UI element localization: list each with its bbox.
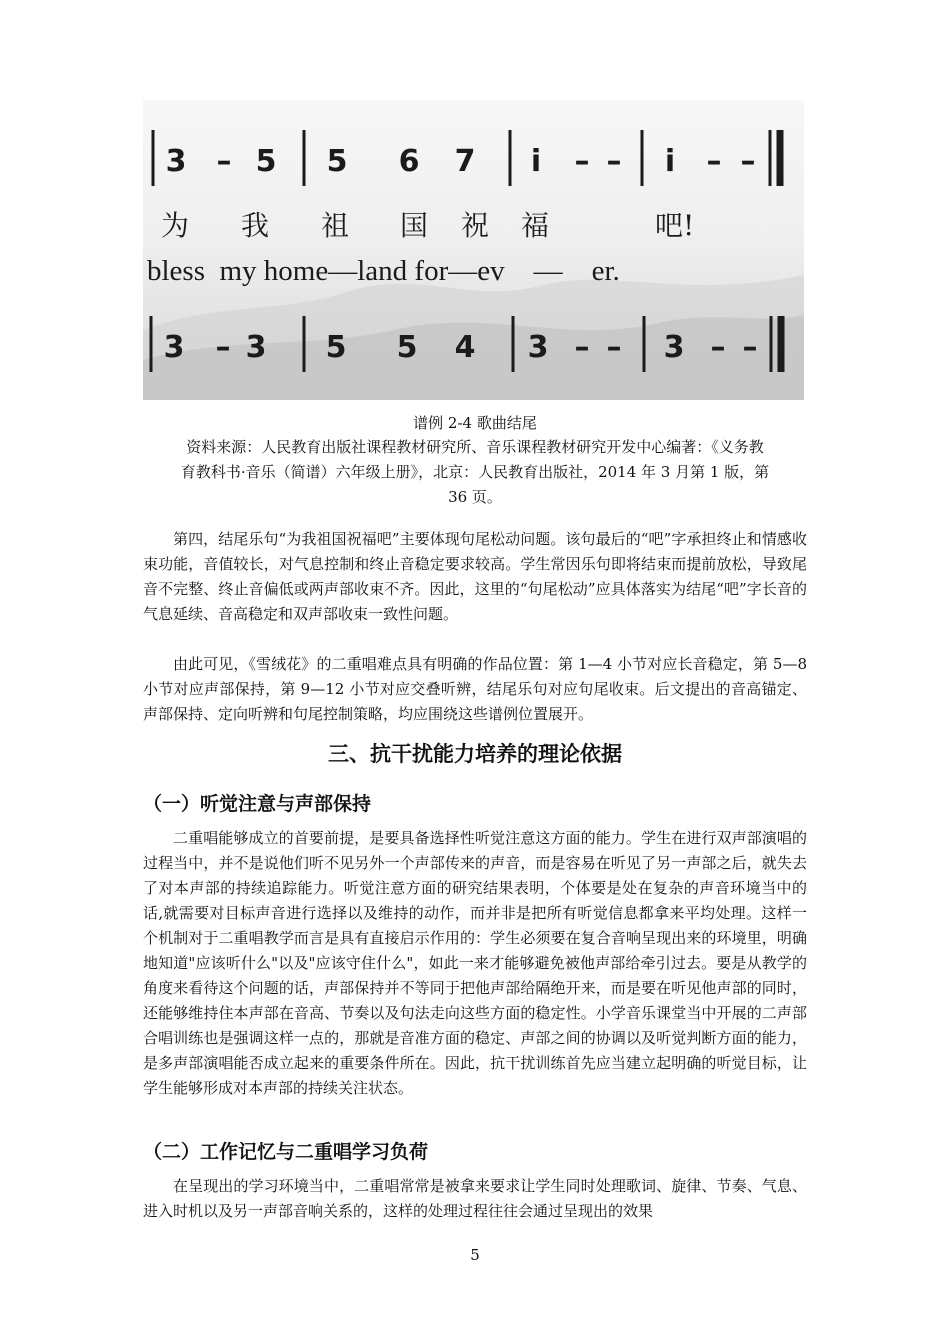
subsection-heading-1: （一）听觉注意与声部保持 bbox=[143, 793, 372, 815]
subsection-heading-2: （二）工作记忆与二重唱学习负荷 bbox=[143, 1141, 429, 1163]
lyric-char: 吧! bbox=[655, 209, 695, 242]
note: 5 bbox=[396, 330, 418, 365]
note: – bbox=[574, 144, 590, 179]
lyric-char: 祖 bbox=[321, 209, 350, 242]
melody-lower-row bbox=[143, 320, 804, 380]
paragraph-ending-phrase: 第四，结尾乐句“为我祖国祝福吧”主要体现句尾松动问题。该句最后的“吧”字承担终止和情感收束功能，音值较长，对气息控制和终止音稳定要求较高。学生常因乐句即将结束而提前放松，导致尾音不完整、终止音偏低或两声部收束不齐。因此，这里的“句尾松动”应具体落实为结尾“吧”字长音的气息延续、音高稳定和双声部收束一致性问题。 bbox=[143, 530, 807, 623]
note: – bbox=[216, 144, 232, 179]
note: 3 bbox=[165, 144, 187, 179]
lyrics-english: bless my home—land for—ev — er. bbox=[147, 255, 620, 287]
note: – bbox=[606, 330, 622, 365]
note: 3 bbox=[163, 330, 185, 365]
section-heading: 三、抗干扰能力培养的理论依据 bbox=[328, 742, 622, 766]
note: 3 bbox=[663, 330, 685, 365]
melody-upper-row bbox=[143, 134, 804, 194]
source-line: 育教科书·音乐（简谱）六年级上册》，北京：人民教育出版社，2014 年 3 月第 1 版，第 bbox=[180, 463, 770, 481]
note: – bbox=[606, 144, 622, 179]
notation-figure bbox=[143, 100, 804, 400]
note: – bbox=[742, 330, 758, 365]
note: – bbox=[706, 144, 722, 179]
note: 3 bbox=[245, 330, 267, 365]
note: i bbox=[530, 144, 542, 179]
source-line: 36 页。 bbox=[448, 488, 502, 506]
note: – bbox=[740, 144, 756, 179]
note: – bbox=[215, 330, 231, 365]
note: 5 bbox=[255, 144, 277, 179]
lyric-char: 国 bbox=[400, 209, 429, 242]
note: 3 bbox=[527, 330, 549, 365]
note: 5 bbox=[326, 144, 348, 179]
paragraph-auditory-attention: 二重唱能够成立的首要前提，是要具备选择性听觉注意这方面的能力。学生在进行双声部演唱的过程当中，并不是说他们听不见另外一个声部传来的声音，而是容易在听见了另一声部之后，就失去了对本声部的持续追踪能力。听觉注意方面的研究结果表明，个体要是处在复杂的声音环境当中的话,就需要对目标声音进行选择以及维持的动作，而并非是把所有听觉信息都拿来平均处理。这样一个机制对于二重唱教学而言是具有直接启示作用的：学生必须要在复合音响呈现出来的环境里，明确地知道"应该听什么"以及"应该守住什么"，如此一来才能够避免被他声部给牵引过去。要是从教学的角度来看待这个问题的话，声部保持并不等同于把他声部给隔绝开来，而是要在听见他声部的同时，还能够维持住本声部在音高、节奏以及句法走向这些方面的稳定性。小学音乐课堂当中开展的二声部合唱训练也是强调这样一点的，那就是音准方面的稳定、声部之间的协调以及听觉判断方面的能力，是多声部演唱能否成立起来的重要条件所在。因此，抗干扰训练首先应当建立起明确的听觉目标，让学生能够形成对本声部的持续关注状态。 bbox=[143, 829, 807, 1097]
note: 7 bbox=[454, 144, 476, 179]
paragraph-working-memory: 在呈现出的学习环境当中，二重唱常常是被拿来要求让学生同时处理歌词、旋律、节奏、气息、进入时机以及另一声部音响关系的，这样的处理过程往往会通过呈现出的效果 bbox=[143, 1177, 807, 1220]
lyric-char: 祝 bbox=[461, 209, 490, 242]
note: – bbox=[574, 330, 590, 365]
note: 4 bbox=[454, 330, 476, 365]
paragraph-summary: 由此可见，《雪绒花》的二重唱难点具有明确的作品位置：第 1—4 小节对应长音稳定，第 5—8 小节对应声部保持，第 9—12 小节对应交叠听辨，结尾乐句对应句尾收束。后文提出的音高锚定、声部保持、定向听辨和句尾控制策略，均应围绕这些谱例位置展开。 bbox=[143, 655, 807, 723]
page-number: 5 bbox=[470, 1246, 480, 1264]
note: – bbox=[710, 330, 726, 365]
note: 6 bbox=[398, 144, 420, 179]
figure-caption: 谱例 2-4 歌曲结尾 bbox=[413, 414, 537, 432]
lyric-char: 福 bbox=[521, 209, 550, 242]
figure-source bbox=[143, 435, 807, 510]
note: 5 bbox=[325, 330, 347, 365]
lyric-char: 我 bbox=[241, 209, 270, 242]
source-line: 资料来源：人民教育出版社课程教材研究所、音乐课程教材研究开发中心编著：《义务教 bbox=[186, 438, 764, 456]
lyric-char: 为 bbox=[161, 209, 190, 242]
note: i bbox=[664, 144, 676, 179]
